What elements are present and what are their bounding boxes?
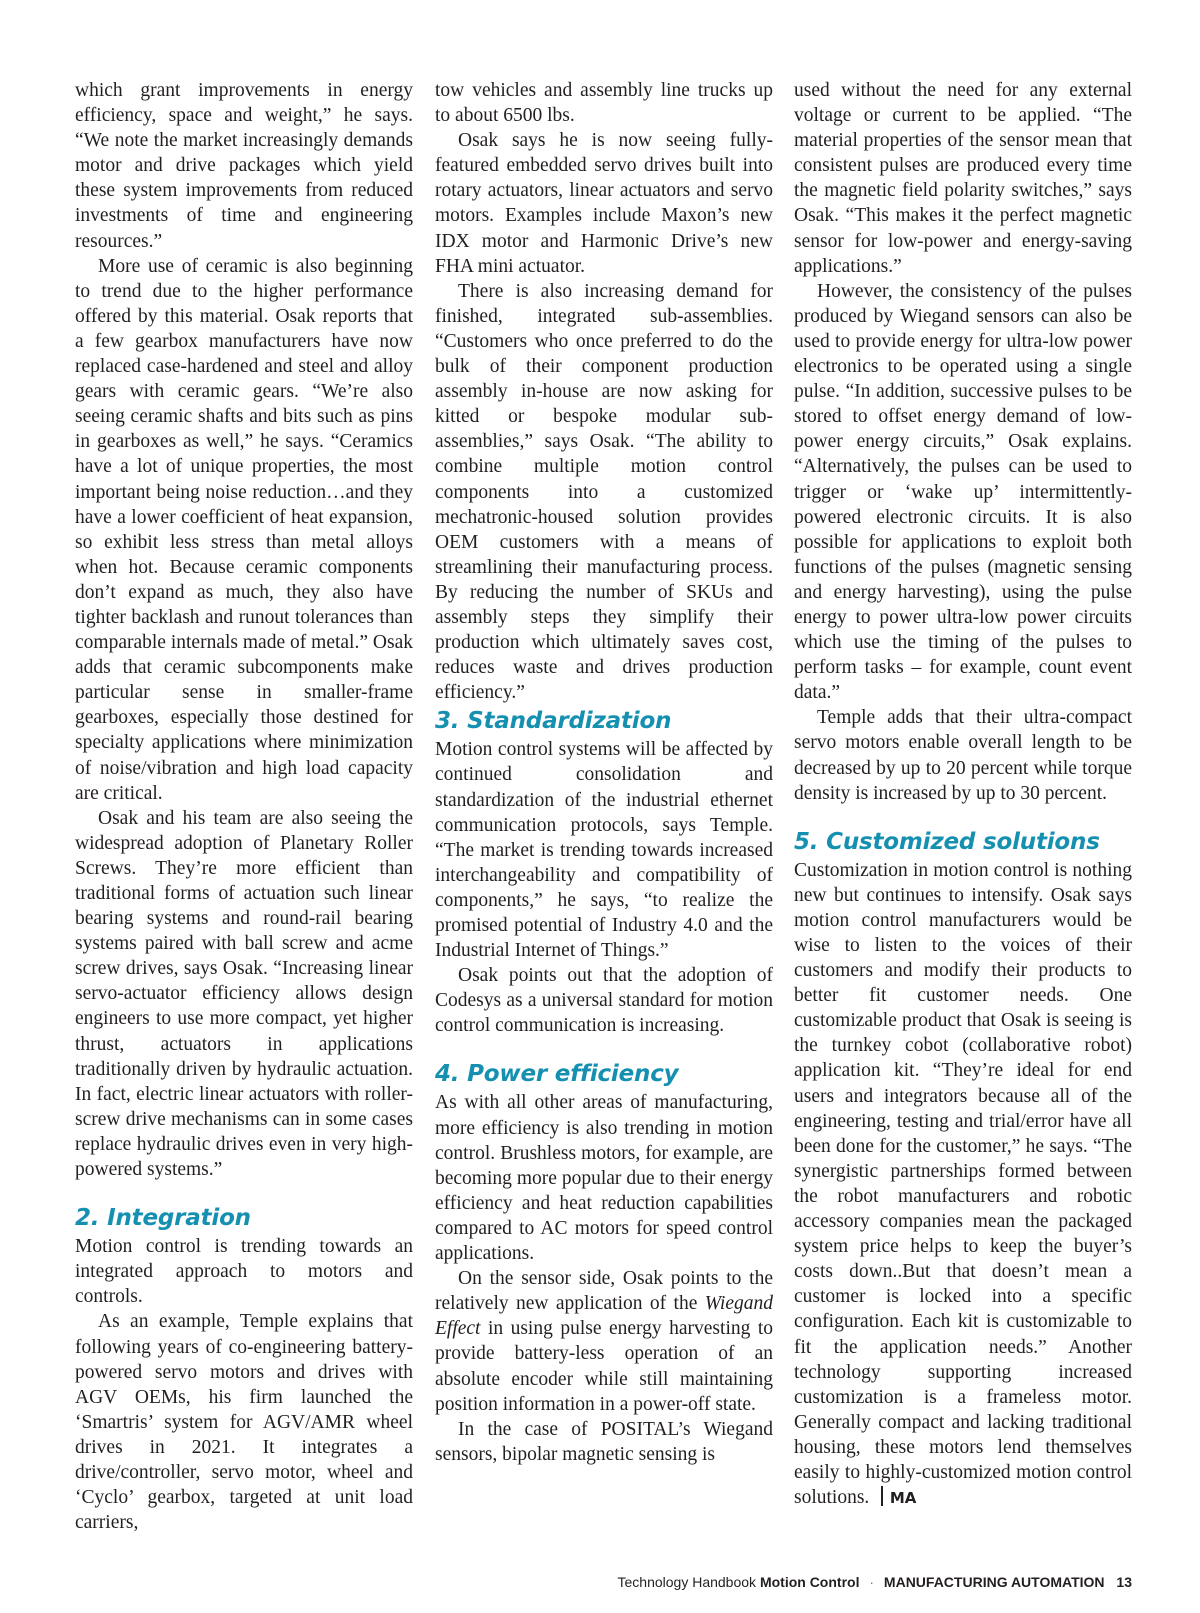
paragraph: Osak says he is now seeing fully-featured embedded servo drives built into rotary actuators, linear actuators and servo motors. Examples include Maxon’s new IDX motor and Harmonic Drive’s new FHA mini actuator. [435, 130, 773, 277]
article-column-1 [75, 78, 413, 1535]
paragraph: More use of ceramic is also beginning to trend due to the higher performance offered by this material. Osak reports that a few gearbox manufacturers have now replaced case-hardened and steel and alloy gears with ceramic gears. “We’re also seeing ceramic shafts and bits such as pins in gearboxes as well,” he says. “Ceramics have a lot of unique properties, the most important being noise reduction…and they have a lower coefficient of heat expansion, so exhibit less stress than metal alloys when hot. Because ceramic components don’t expand as much, they also have tighter backlash and runout tolerances than comparable internals made of metal.” Osak adds that ceramic subcomponents make particular sense in smaller-frame gearboxes, especially those destined for specialty applications where minimization of noise/vibration and high load capacity are critical. [75, 255, 413, 804]
footer-handbook: Technology Handbook [617, 1574, 757, 1590]
paragraph: Osak points out that the adoption of Codesys as a universal standard for motion control communication is increasing. [435, 965, 773, 1037]
page-number: 13 [1116, 1574, 1132, 1590]
text-run: Customization in motion control is nothing new but continues to intensify. Osak says motion control manufacturers would be wise to listen to the voices of their customers and modify their products to better fit customer needs. One customizable product that Osak is seeing is the turnkey cobot (collaborative robot) application kit. “They’re ideal for end users and integrators because all of the engineering, testing and trial/error have all been done for the customer,” he says. “The synergistic partnerships formed between the robot manufacturers and robotic accessory companies mean the packaged system price helps to keep the buyer’s costs down..But that doesn’t mean a customer is locked into a specific configuration. Each kit is customizable to fit the application needs.” Another technology supporting increased customization is a frameless motor. Generally compact and lacking traditional housing, these motors lend themselves easily to highly-customized motion control solutions. [794, 859, 1132, 1509]
paragraph: Osak and his team are also seeing the widespread adoption of Planetary Roller Screws. They’re more efficient than traditional forms of actuation such linear bearing systems and round-rail bearing systems paired with ball screw and acme screw drives, says Osak. “Increasing linear servo-actuator efficiency allows design engineers to use more compact, yet higher thrust, actuators in applications traditionally driven by hydraulic actuation. In fact, electric linear actuators with roller-screw drive mechanisms can in some cases replace hydraulic drives even in very high-powered systems.” [75, 807, 413, 1181]
section-heading-integration: 2. Integration [75, 1205, 251, 1232]
text-run: On the sensor side, Osak points to the relatively new application of the [435, 1268, 773, 1315]
section-heading-power-efficiency: 4. Power efficiency [435, 1061, 679, 1088]
footer-publication: MANUFACTURING AUTOMATION [883, 1574, 1105, 1590]
paragraph: As with all other areas of manufacturing, more efficiency is also trending in motion control. Brushless motors, for example, are becoming more popular due to their energy efficiency and heat reduction capabilities compared to AC motors for speed control applications. [435, 1092, 773, 1265]
section-heading-customized-solutions: 5. Customized solutions [794, 828, 1100, 855]
paragraph: used without the need for any external voltage or current to be applied. “The material properties of the sensor mean that consistent pulses are produced every time the magnetic field polarity switches,” says Osak. “This makes it the perfect magnetic sensor for low-power and energy-saving applications.” [794, 80, 1132, 277]
paragraph: Motion control systems will be affected by continued consolidation and standardization of the industrial ethernet communication protocols, says Temple. “The market is trending towards increased interchangeability and compatibility of components,” he says, “to realize the promised potential of Industry 4.0 and the Industrial Internet of Things.” [435, 739, 773, 962]
paragraph-final [794, 858, 1132, 1511]
end-mark-bar [881, 1486, 883, 1506]
paragraph: Temple adds that their ultra-compact servo motors enable overall length to be decreased by up to 20 percent while torque density is increased by up to 30 percent. [794, 707, 1132, 804]
footer-section: Motion Control [759, 1574, 860, 1590]
article-column-2 [435, 78, 773, 1467]
page-footer [618, 1574, 1133, 1590]
paragraph: which grant improvements in energy efficiency, space and weight,” he says. “We note the market increasingly demands motor and drive packages which yield these system improvements from reduced investments of time and engineering resources.” [75, 80, 413, 252]
paragraph: There is also increasing demand for finished, integrated sub-assemblies. “Customers who once preferred to do the bulk of their component production assembly in-house are now asking for kitted or bespoke modular sub-assemblies,” says Osak. “The ability to combine multiple motion control components into a customized mechatronic-housed solution provides OEM customers with a means of streamlining their manufacturing process. By reducing the number of SKUs and assembly steps they simplify their production which ultimately saves cost, reduces waste and drives production efficiency.” [435, 280, 773, 704]
paragraph: However, the consistency of the pulses produced by Wiegand sensors can also be used to provide energy for ultra-low power electronics to be operated using a single pulse. “In addition, successive pulses to be stored to offset energy demand of low-power energy circuits,” Osak explains. “Alternatively, the pulses can be used to trigger or ‘wake up’ intermittently-powered electronic circuits. It is also possible for applications to exploit both functions of the pulses (magnetic sensing and energy harvesting), using the pulse energy to power ultra-low power circuits which use the timing of the pulses to perform tasks – for example, count event data.” [794, 280, 1132, 704]
footer-separator: · [869, 1574, 875, 1590]
paragraph: In the case of POSITAL’s Wiegand sensors, bipolar magnetic sensing is [435, 1418, 773, 1465]
paragraph: Motion control is trending towards an integrated approach to motors and controls. [75, 1236, 413, 1308]
section-heading-standardization: 3. Standardization [435, 708, 672, 735]
text-run: in using pulse energy harvesting to provide battery-less operation of an absolute encoder while still maintaining position information in a power-off state. [435, 1318, 773, 1415]
paragraph: tow vehicles and assembly line trucks up to about 6500 lbs. [435, 80, 773, 127]
end-mark [869, 1485, 916, 1511]
paragraph-wiegand [435, 1266, 773, 1417]
end-mark-logo: MA [889, 1489, 917, 1508]
article-column-3 [794, 78, 1132, 1511]
paragraph: As an example, Temple explains that following years of co-engineering battery-powered servo motors and drives with AGV OEMs, his firm launched the ‘Smartris’ system for AGV/AMR wheel drives in 2021. It integrates a drive/controller, servo motor, wheel and ‘Cyclo’ gearbox, targeted at unit load carriers, [75, 1311, 413, 1534]
italic-term: Wiegand Effect [435, 1293, 773, 1340]
